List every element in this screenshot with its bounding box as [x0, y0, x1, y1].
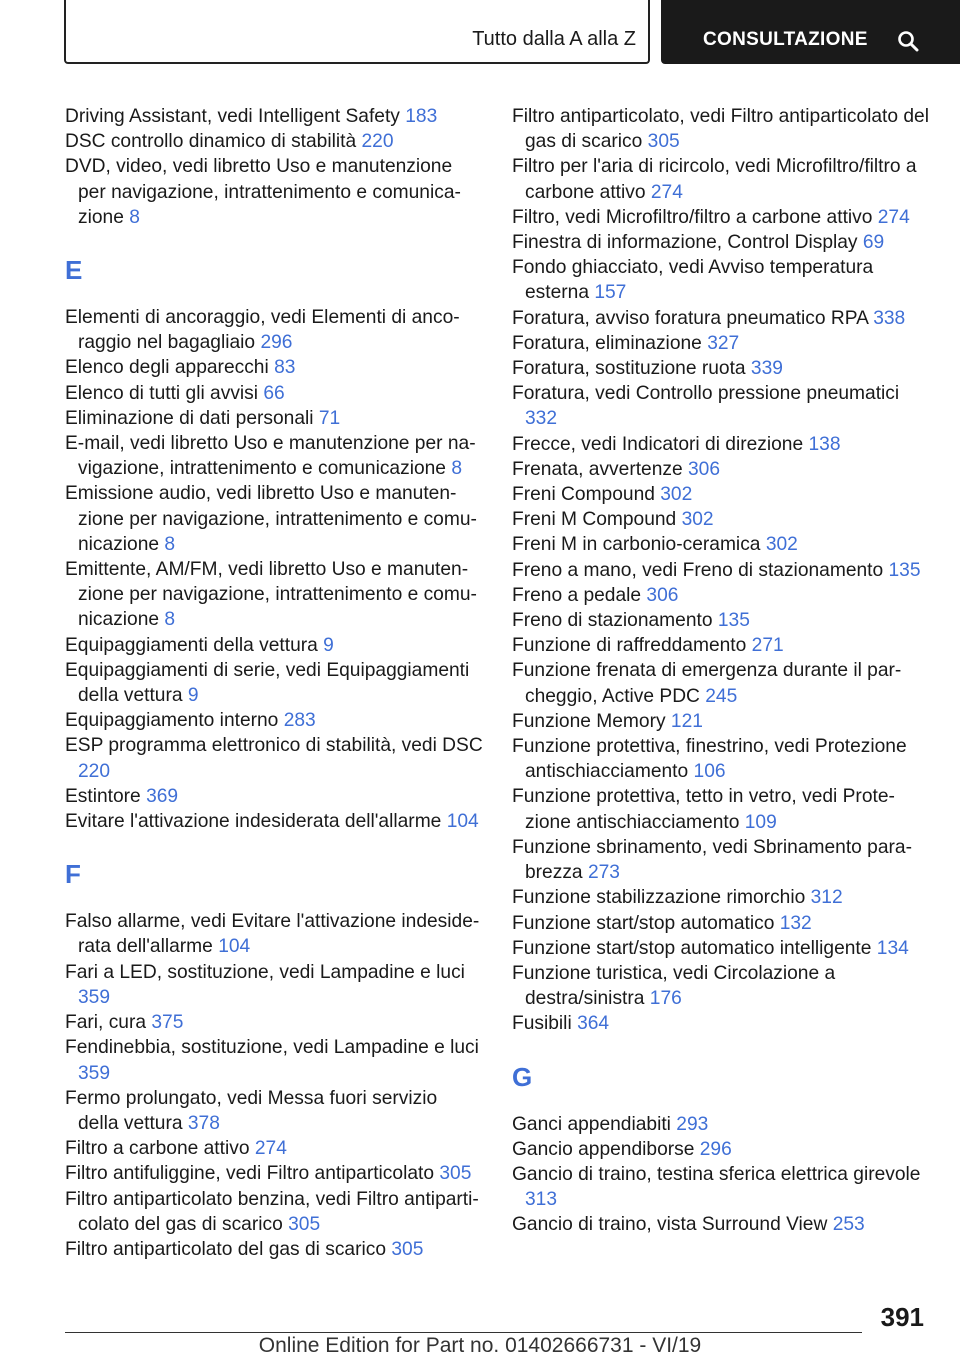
index-entry-text: Elenco degli apparecchi	[65, 357, 269, 379]
page-reference-link[interactable]: 332	[525, 408, 558, 430]
page-reference-link[interactable]: 339	[750, 358, 783, 380]
page-reference-link[interactable]: 274	[254, 1138, 287, 1160]
index-entry-text: Filtro, vedi Microfiltro/filtro a carbone attivo	[512, 206, 873, 228]
index-entry	[512, 936, 932, 961]
index-letter-heading: G	[512, 1061, 533, 1092]
index-entry-text: Freni M in carbonio-ceramica	[512, 534, 761, 556]
index-entry-text: Fondo ghiacciato, vedi Avviso temperatura esterna	[512, 257, 874, 304]
index-entry	[65, 733, 483, 783]
page-reference-link[interactable]: 302	[660, 484, 693, 506]
index-entry	[512, 432, 932, 457]
index-entry	[512, 633, 932, 658]
index-entry	[65, 104, 483, 129]
page-reference-link[interactable]: 274	[650, 181, 683, 203]
page-reference-link[interactable]: 106	[693, 761, 726, 783]
page-reference-link[interactable]: 274	[877, 206, 910, 228]
page-reference-link[interactable]: 305	[647, 131, 680, 153]
page-reference-link[interactable]: 359	[78, 986, 111, 1008]
index-entry	[512, 835, 932, 885]
index-entry-text: Emissione audio, vedi libretto Uso e manutenzione per navigazione, intrattenimento e comunicazione	[65, 483, 477, 555]
index-entry-text: Foratura, vedi Controllo pressione pneumatici	[512, 383, 900, 405]
index-letter-heading: E	[65, 255, 83, 286]
page-reference-link[interactable]: 283	[283, 710, 316, 732]
page-reference-link[interactable]: 245	[705, 685, 738, 707]
index-entry	[512, 356, 932, 381]
page-reference-link[interactable]: 8	[451, 458, 462, 480]
page-reference-link[interactable]: 302	[765, 534, 798, 556]
index-entry	[512, 331, 932, 356]
index-entry-text: Fendinebbia, sostituzione, vedi Lampadine e luci	[65, 1037, 479, 1059]
index-entry	[65, 1086, 483, 1136]
index-entry-text: E-mail, vedi libretto Uso e manutenzione per navigazione, intrattenimento e comunicazione	[65, 433, 476, 480]
index-entry-text: Funzione start/stop automatico intelligente	[512, 937, 872, 959]
page-reference-link[interactable]: 306	[688, 458, 721, 480]
index-entry	[65, 658, 483, 708]
page-reference-link[interactable]: 220	[78, 760, 111, 782]
index-entry	[65, 305, 483, 355]
index-entry	[65, 633, 483, 658]
index-entry	[512, 1011, 932, 1036]
index-entry-text: Freno di stazionamento	[512, 610, 713, 632]
index-entry-text: Foratura, sostituzione ruota	[512, 358, 746, 380]
index-entry-text: Elementi di ancoraggio, vedi Elementi di ancoraggio nel bagagliaio	[65, 307, 460, 354]
index-entry-text: Emittente, AM/FM, vedi libretto Uso e manutenzione per navigazione, intrattenimento e comunicazione	[65, 559, 477, 631]
index-entry-text: Funzione stabilizzazione rimorchio	[512, 887, 806, 909]
search-icon[interactable]	[897, 30, 919, 52]
page-reference-link[interactable]: 9	[323, 634, 334, 656]
index-entry	[512, 255, 932, 305]
page-reference-link[interactable]: 312	[810, 887, 843, 909]
page-reference-link[interactable]: 8	[129, 206, 140, 228]
page-reference-link[interactable]: 83	[274, 357, 296, 379]
index-entry-text: Falso allarme, vedi Evitare l'attivazione indesiderata dell'allarme	[65, 911, 480, 958]
index-entry	[512, 104, 932, 154]
index-entry-text: Equipaggiamenti di serie, vedi Equipaggiamenti della vettura	[65, 659, 470, 707]
index-entry	[512, 532, 932, 557]
index-entry	[65, 1161, 483, 1186]
index-entry	[512, 709, 932, 734]
index-entry	[65, 406, 483, 431]
index-entry	[512, 482, 932, 507]
index-entry-text: DVD, video, vedi libretto Uso e manutenzione per navigazione, intrattenimento e comunicazione	[65, 156, 461, 228]
edition-text: Online Edition for Part no. 01402666731 - VI/19	[258, 1334, 702, 1357]
index-entry-text: Freno a pedale	[512, 584, 642, 606]
index-entry-text: Funzione sbrinamento, vedi Sbrinamento parabrezza	[512, 836, 912, 884]
index-entry-text: Gancio di traino, vista Surround View	[512, 1214, 828, 1236]
index-entry	[65, 809, 483, 834]
index-entry	[65, 1035, 483, 1085]
page-reference-link[interactable]: 305	[391, 1238, 424, 1260]
index-entry-text: Finestra di informazione, Control Display	[512, 232, 858, 254]
index-entry	[512, 784, 932, 834]
page-reference-link[interactable]: 176	[649, 988, 682, 1010]
index-entry	[512, 608, 932, 633]
index-entry	[512, 558, 932, 583]
page-reference-link[interactable]: 71	[318, 407, 341, 429]
page-reference-link[interactable]: 293	[676, 1113, 709, 1135]
page-reference-link[interactable]: 302	[681, 509, 714, 531]
page-reference-link[interactable]: 273	[587, 862, 620, 884]
page-reference-link[interactable]: 378	[187, 1112, 220, 1134]
index-entry	[65, 1136, 483, 1161]
index-entry	[512, 961, 932, 1011]
index-entry-text: Equipaggiamenti della vettura	[65, 634, 318, 656]
index-entry	[512, 205, 932, 230]
page-reference-link[interactable]: 359	[78, 1062, 111, 1084]
index-entry	[65, 481, 483, 557]
index-entry	[512, 154, 932, 204]
index-entry-text: Gancio appendiborse	[512, 1138, 695, 1160]
page-reference-link[interactable]: 306	[646, 584, 679, 606]
page-reference-link[interactable]: 135	[888, 559, 921, 581]
index-letter-heading: F	[65, 859, 81, 890]
index-entry-text: Ganci appendiabiti	[512, 1113, 671, 1135]
index-entry	[65, 355, 483, 380]
page-reference-link[interactable]: 109	[744, 811, 777, 833]
index-entry	[512, 1137, 932, 1162]
index-entry	[65, 557, 483, 633]
page-reference-link[interactable]: 66	[263, 382, 285, 404]
page-reference-link[interactable]: 104	[446, 811, 479, 833]
page-reference-link[interactable]: 296	[699, 1138, 732, 1160]
index-entry	[65, 909, 483, 959]
consultazione-tab[interactable]	[661, 0, 960, 64]
index-entry-text: Filtro antiparticolato, vedi Filtro antiparticolato del gas di scarico	[512, 106, 929, 153]
index-entry-text: Freni M Compound	[512, 509, 677, 531]
index-entry-text: Eliminazione di dati personali	[65, 407, 314, 429]
page-number: 391	[880, 1302, 924, 1332]
index-entry-text: Funzione turistica, vedi Circolazione a destra/sinistra	[512, 962, 836, 1010]
page-reference-link[interactable]: 9	[187, 685, 199, 707]
index-entry	[65, 129, 483, 154]
index-entry-text: Estintore	[65, 785, 141, 807]
page-reference-link[interactable]: 104	[218, 936, 251, 958]
index-entry	[65, 960, 483, 1010]
index-entry-text: Filtro a carbone attivo	[65, 1138, 250, 1160]
page-reference-link[interactable]: 305	[439, 1163, 472, 1185]
page-reference-link[interactable]: 305	[288, 1213, 321, 1235]
index-entry-text: Filtro antiparticolato del gas di scarico	[65, 1238, 387, 1260]
index-entry	[512, 457, 932, 482]
index-entry	[512, 734, 932, 784]
index-entry-text: Equipaggiamento interno	[65, 710, 279, 732]
index-entry-text: Elenco di tutti gli avvisi	[65, 382, 259, 404]
index-entry-text: Gancio di traino, testina sferica elettrica girevole	[512, 1163, 921, 1185]
page-reference-link[interactable]: 327	[707, 332, 740, 354]
page-reference-link[interactable]: 138	[808, 433, 841, 455]
index-entry-text: Fusibili	[512, 1013, 572, 1035]
index-entry-text: Funzione frenata di emergenza durante il parcheggio, Active PDC	[512, 660, 902, 707]
header-section-title: Tutto dalla A alla Z	[472, 28, 636, 50]
index-entry	[65, 708, 483, 733]
index-entry-text: Funzione protettiva, tetto in vetro, vedi Protezione antischiacciamento	[512, 786, 895, 833]
index-entry-text: ESP programma elettronico di stabilità, vedi DSC	[65, 735, 483, 757]
index-entry-text: Funzione Memory	[512, 710, 666, 732]
index-entry	[512, 306, 932, 331]
page-reference-link[interactable]: 220	[361, 131, 394, 153]
page-reference-link[interactable]: 364	[577, 1013, 610, 1035]
index-entry	[512, 658, 932, 708]
index-entry-text: Frenata, avvertenze	[512, 458, 683, 480]
index-entry-text: Funzione di raffreddamento	[512, 635, 747, 657]
consultazione-tab-label: CONSULTAZIONE	[703, 29, 868, 50]
index-entry	[512, 583, 932, 608]
index-entry	[512, 885, 932, 910]
index-entry	[65, 1187, 483, 1237]
index-column-left	[65, 104, 483, 1262]
index-entry-text: Fari a LED, sostituzione, vedi Lampadine e luci	[65, 961, 465, 983]
index-entry	[512, 1112, 932, 1137]
index-entry-text: DSC controllo dinamico di stabilità	[65, 131, 357, 153]
page-reference-link[interactable]: 271	[751, 635, 784, 657]
page-reference-link[interactable]: 135	[717, 610, 750, 632]
index-entry-text: Driving Assistant, vedi Intelligent Safety	[65, 106, 400, 127]
index-entry-text: Foratura, avviso foratura pneumatico RPA	[512, 307, 868, 329]
index-entry-text: Filtro antifuliggine, vedi Filtro antiparticolato	[65, 1163, 435, 1185]
index-entry	[512, 1212, 932, 1237]
page-reference-link[interactable]: 375	[151, 1012, 184, 1034]
index-entry	[512, 911, 932, 936]
page-reference-link[interactable]: 183	[405, 106, 438, 127]
index-entry-text: Filtro antiparticolato benzina, vedi Filtro antiparticolato del gas di scarico	[65, 1188, 479, 1235]
index-entry-text: Fari, cura	[65, 1012, 147, 1034]
page-reference-link[interactable]: 369	[146, 785, 179, 807]
page-reference-link[interactable]: 69	[862, 232, 885, 254]
page-reference-link[interactable]: 296	[260, 332, 293, 354]
index-entry-text: Foratura, eliminazione	[512, 332, 702, 354]
index-entry	[65, 431, 483, 481]
page-reference-link[interactable]: 121	[670, 710, 703, 732]
page-reference-link[interactable]: 8	[164, 609, 176, 631]
index-entry	[65, 381, 483, 406]
page-reference-link[interactable]: 313	[525, 1189, 558, 1211]
index-entry	[65, 154, 483, 230]
index-entry-text: Freni Compound	[512, 484, 655, 506]
page-reference-link[interactable]: 132	[779, 912, 812, 934]
index-entry-text: Filtro per l'aria di ricircolo, vedi Microfiltro/filtro a carbone attivo	[512, 156, 917, 203]
index-entry	[512, 1162, 932, 1212]
page-reference-link[interactable]: 157	[594, 282, 627, 304]
header-section-box	[64, 0, 650, 64]
index-entry-text: Freno a mano, vedi Freno di stazionamento	[512, 559, 884, 581]
index-entry-text: Evitare l'attivazione indesiderata dell'allarme	[65, 811, 442, 833]
index-entry	[65, 1010, 483, 1035]
index-entry-text: Frecce, vedi Indicatori di direzione	[512, 433, 804, 455]
index-entry	[512, 507, 932, 532]
index-entry	[512, 381, 932, 431]
index-entry	[65, 784, 483, 809]
index-entry	[512, 230, 932, 255]
index-entry-text: Funzione start/stop automatico	[512, 912, 775, 934]
page-reference-link[interactable]: 134	[876, 937, 909, 959]
page-reference-link[interactable]: 8	[164, 533, 176, 555]
page-reference-link[interactable]: 253	[832, 1214, 865, 1236]
index-column-right	[512, 104, 932, 1238]
index-entry-text: Fermo prolungato, vedi Messa fuori servizio della vettura	[65, 1087, 438, 1134]
page-reference-link[interactable]: 338	[873, 307, 906, 329]
index-entry	[65, 1237, 483, 1262]
index-entry-text: Funzione protettiva, finestrino, vedi Protezione antischiacciamento	[512, 736, 907, 783]
